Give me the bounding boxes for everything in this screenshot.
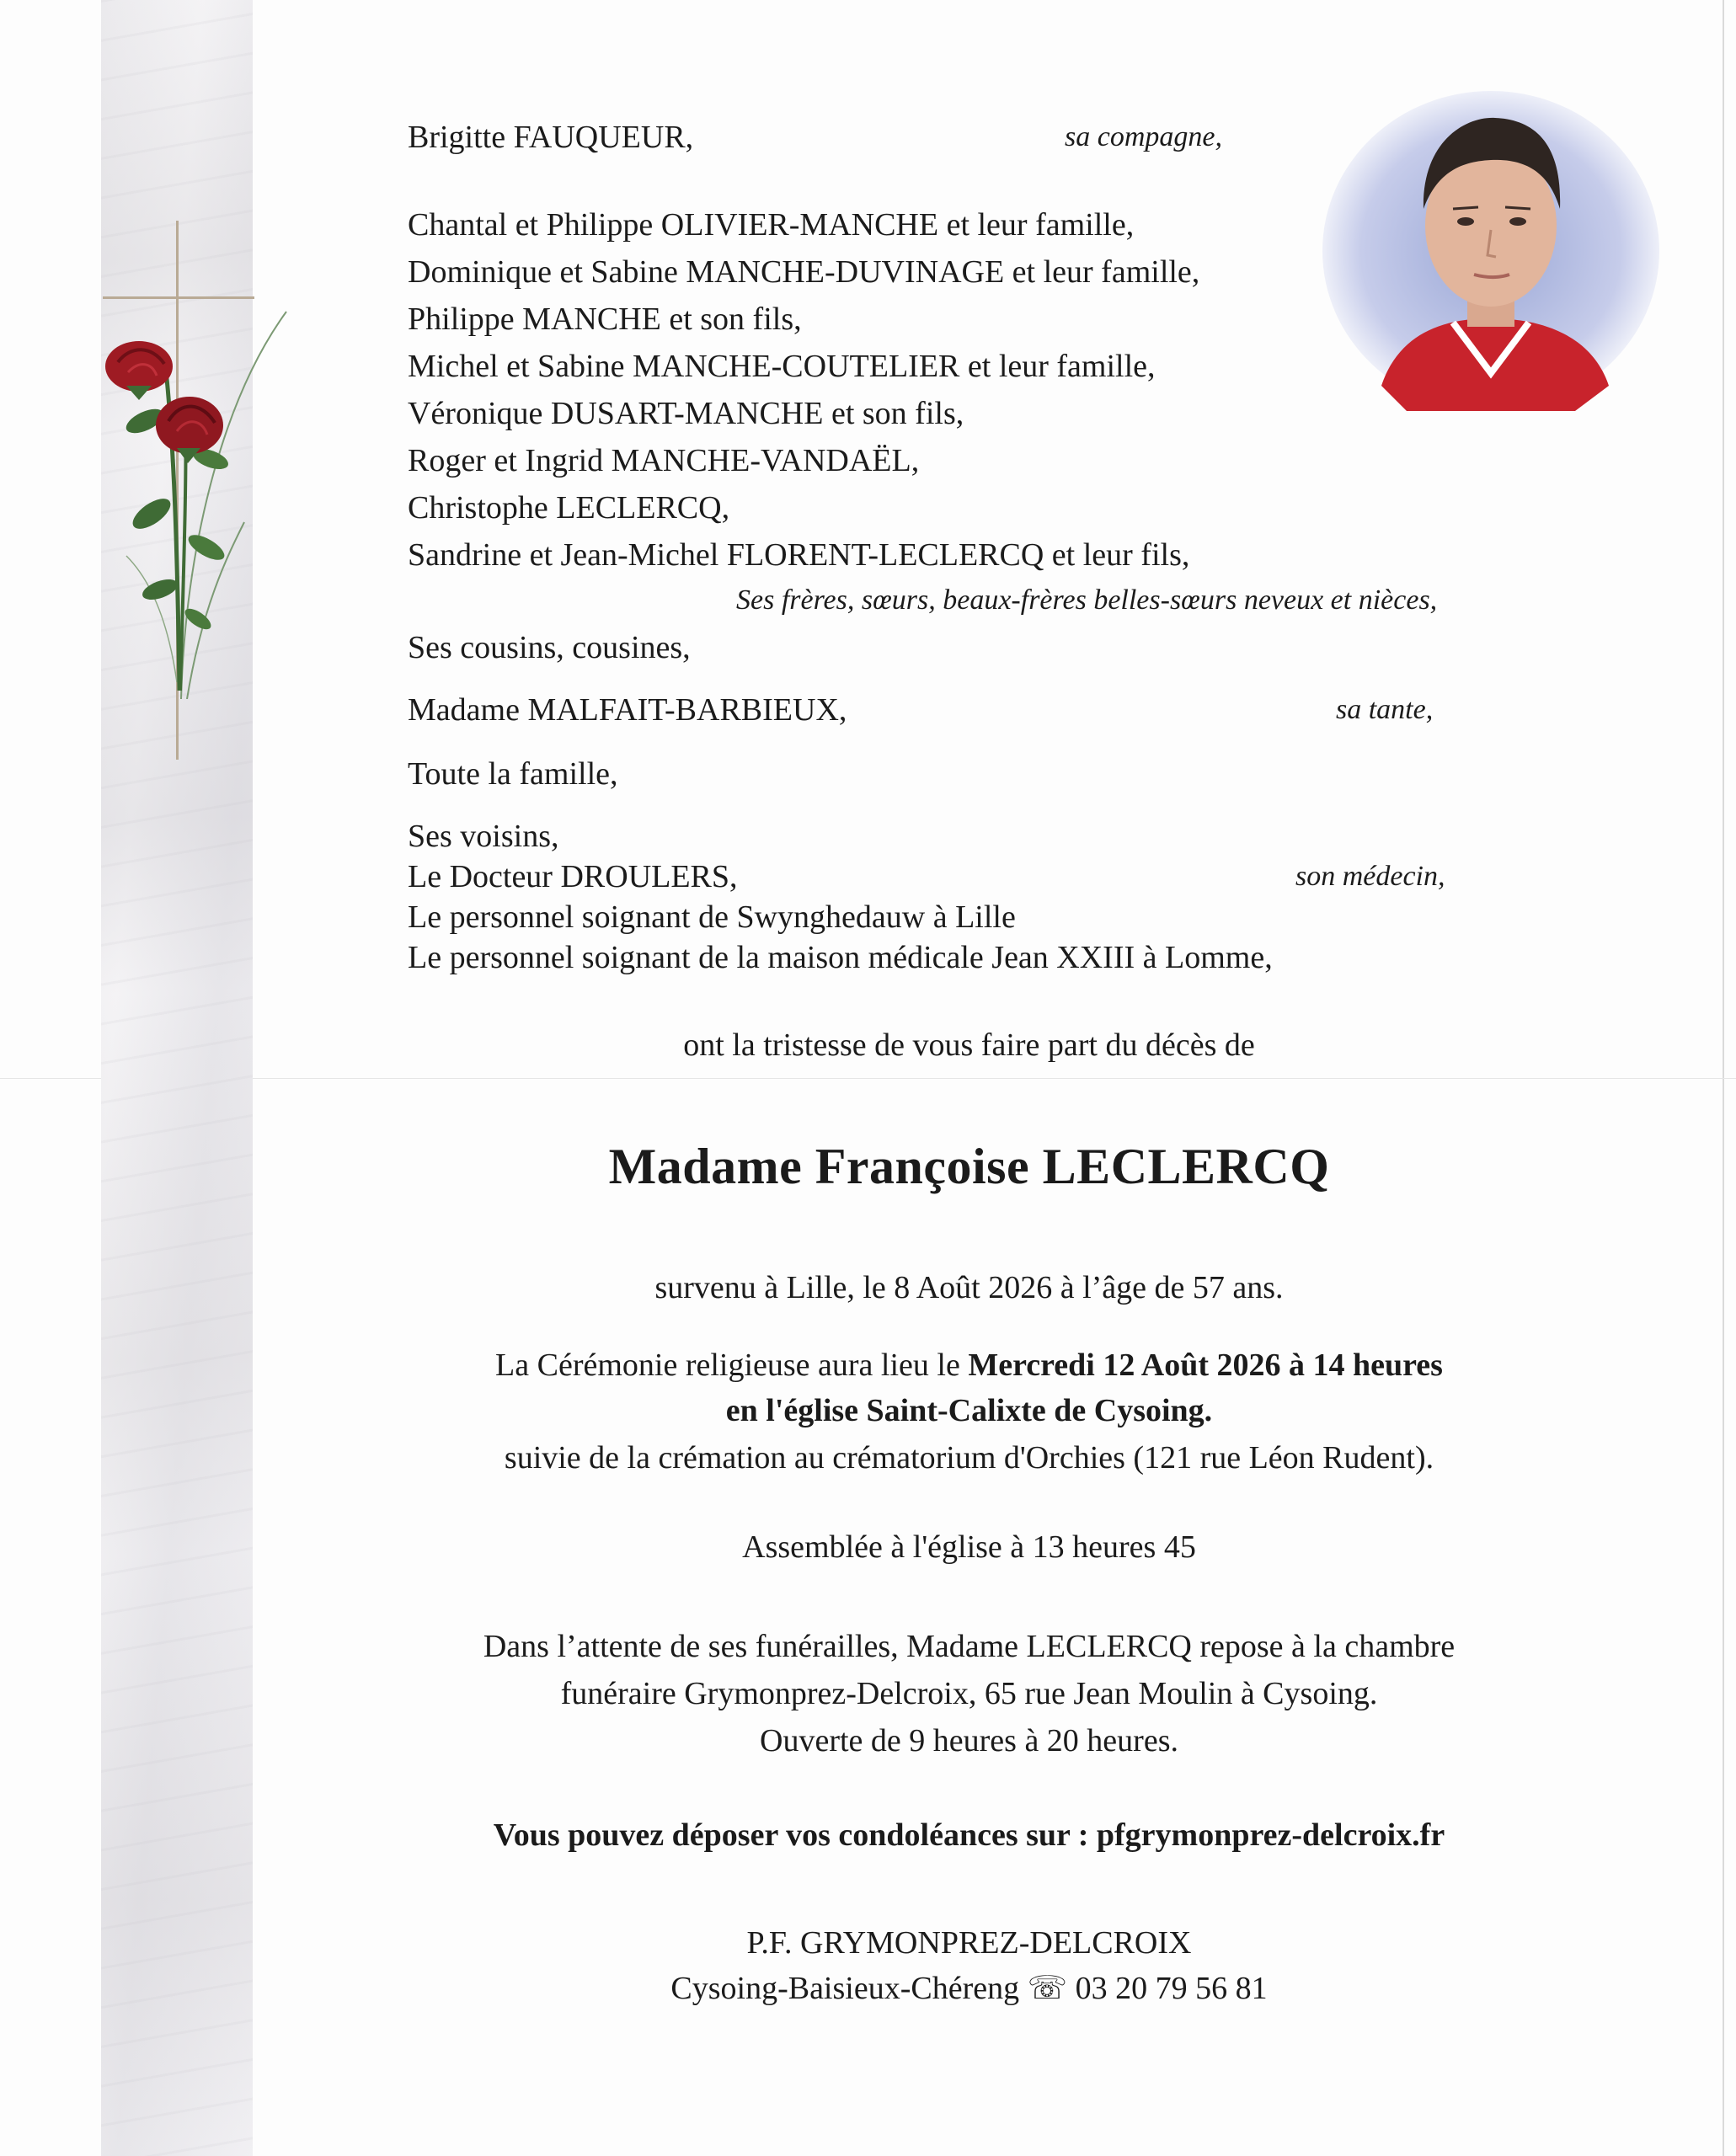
person-portrait	[1322, 83, 1659, 419]
family-line: Chantal et Philippe OLIVIER-MANCHE et leur famille,	[408, 207, 1135, 243]
relation-note: Ses frères, sœurs, beaux-frères belles-sœurs neveux et nièces,	[736, 584, 1438, 616]
cross-horizontal	[103, 296, 254, 299]
ceremony-datetime: Mercredi 12 Août 2026 à 14 heures	[968, 1348, 1443, 1383]
relation-note: sa compagne,	[1065, 121, 1222, 152]
condolences-info: Vous pouvez déposer vos condoléances sur : pfgrymonprez-delcroix.fr	[493, 1817, 1445, 1853]
funeral-home-phone: 03 20 79 56 81	[1075, 1971, 1268, 2006]
family-line: Christophe LECLERCQ,	[408, 490, 730, 526]
rest-line-2: funéraire Grymonprez-Delcroix, 65 rue Jean Moulin à Cysoing.	[560, 1676, 1378, 1711]
family-line: Le personnel soignant de la maison médicale Jean XXIII à Lomme,	[408, 940, 1273, 975]
phone-icon: ☏	[1027, 1971, 1068, 2006]
family-line: Le Docteur DROULERS,	[408, 859, 738, 894]
family-line: Roger et Ingrid MANCHE-VANDAËL,	[408, 443, 920, 478]
funeral-home-contact	[101, 1969, 1736, 2008]
funeral-home-name: P.F. GRYMONPREZ-DELCROIX	[746, 1925, 1192, 1961]
cremation-info: suivie de la crémation au crématorium d'Orchies (121 rue Léon Rudent).	[504, 1440, 1434, 1476]
relation-note: son médecin,	[1295, 861, 1445, 892]
rest-line-3: Ouverte de 9 heures à 20 heures.	[760, 1723, 1178, 1758]
family-line: Le personnel soignant de Swynghedauw à Lille	[408, 899, 1016, 935]
rest-line-1: Dans l’attente de ses funérailles, Madame LECLERCQ repose à la chambre	[483, 1629, 1456, 1664]
family-line: Dominique et Sabine MANCHE-DUVINAGE et leur famille,	[408, 254, 1200, 290]
ceremony-place: en l'église Saint-Calixte de Cysoing.	[725, 1393, 1213, 1428]
family-line: Madame MALFAIT-BARBIEUX,	[408, 692, 847, 728]
family-line: Toute la famille,	[408, 756, 618, 792]
announcement: ont la tristesse de vous faire part du décès de	[683, 1027, 1255, 1063]
fold-line	[0, 1078, 1736, 1079]
death-info: survenu à Lille, le 8 Août 2026 à l’âge de 57 ans.	[654, 1270, 1284, 1305]
rose-cross-icon	[93, 303, 295, 699]
family-line: Ses cousins, cousines,	[408, 630, 691, 665]
funeral-home-locality: Cysoing-Baisieux-Chéreng	[670, 1971, 1020, 2006]
ceremony-line	[101, 1346, 1736, 1385]
assembly-info: Assemblée à l'église à 13 heures 45	[742, 1529, 1196, 1565]
family-line: Sandrine et Jean-Michel FLORENT-LECLERCQ et leur fils,	[408, 537, 1190, 573]
family-line: Michel et Sabine MANCHE-COUTELIER et leur famille,	[408, 349, 1156, 384]
family-line: Philippe MANCHE et son fils,	[408, 302, 802, 337]
relation-note: sa tante,	[1336, 694, 1434, 725]
family-line: Ses voisins,	[408, 819, 559, 854]
ceremony-prefix: La Cérémonie religieuse aura lieu le	[495, 1348, 969, 1383]
deceased-name: Madame Françoise LECLERCQ	[608, 1139, 1330, 1194]
family-line: Véronique DUSART-MANCHE et son fils,	[408, 396, 964, 431]
family-line: Brigitte FAUQUEUR,	[408, 120, 694, 155]
